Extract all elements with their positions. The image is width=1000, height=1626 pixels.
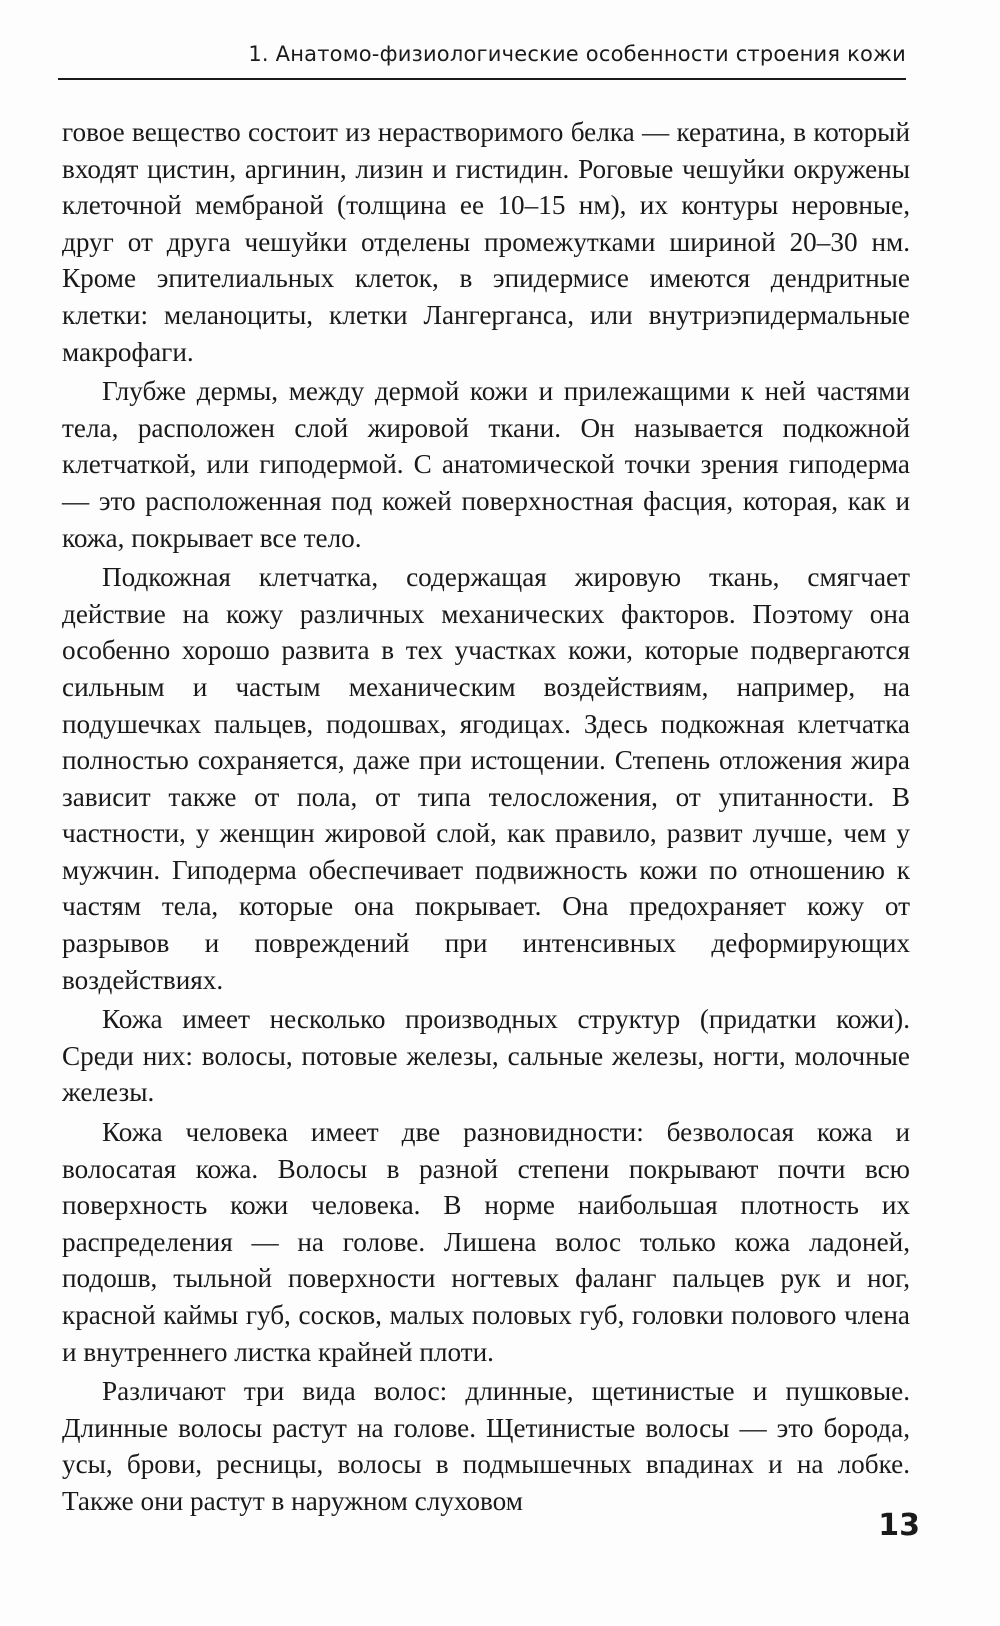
body-text: [62, 114, 910, 1520]
running-header: 1. Анатомо-физиологические особенности строения кожи: [248, 42, 906, 66]
paragraph-skin-appendages: Кожа имеет несколько производных структур (придатки кожи). Среди них: волосы, потовые железы, сальные железы, ногти, молочные железы.: [62, 1004, 910, 1108]
paragraph-skin-types: Кожа человека имеет две разновидности: безволосая кожа и волосатая кожа. Волосы в разной степени покрывают почти всю поверхность кожи человека. В норме наибольшая плотность их распределения — на голове. Лишена волос только кожа ладоней, подошв, тыльной поверхности ногтевых фаланг пальцев рук и ног, красной каймы губ, сосков, малых половых губ, головки полового члена и внутреннего листка крайней плоти.: [62, 1117, 910, 1367]
paragraph-subcutaneous-tissue: Подкожная клетчатка, содержащая жировую ткань, смягчает действие на кожу различных механических факторов. Поэтому она особенно хорошо развита в тех участках кожи, которые подвергаются сильным и частым механическим воздействиям, например, на подушечках пальцев, подошвах, ягодицах. Здесь подкожная клетчатка полностью сохраняется, даже при истощении. Степень отложения жира зависит также от пола, от типа телосложения, от упитанности. В частности, у женщин жировой слой, как правило, развит лучше, чем у мужчин. Гиподерма обеспечивает подвижность кожи по отношению к частям тела, которые она покрывает. Она предохраняет кожу от разрывов и повреждений при интенсивных деформирующих воздействиях.: [62, 562, 910, 995]
paragraph-keratin-continuation: говое вещество состоит из нерастворимого белка — кератина, в который входят цистин, аргинин, лизин и гистидин. Роговые чешуйки окружены клеточной мембраной (толщина ее 10–15 нм), их контуры неровные, друг от друга чешуйки отделены промежутками шириной 20–30 нм. Кроме эпителиальных клеток, в эпидермисе имеются дендритные клетки: меланоциты, клетки Лангерганса, или внутриэпидермальные макрофаги.: [62, 117, 910, 367]
paragraph-hair-types: Различают три вида волос: длинные, щетинистые и пушковые. Длинные волосы растут на голове. Щетинистые волосы — это борода, усы, брови, ресницы, волосы в подмышечных впадинах и на лобке. Также они растут в наружном слуховом: [62, 1376, 910, 1516]
page-number: 13: [878, 1508, 920, 1543]
paragraph-hypodermis: Глубже дермы, между дермой кожи и прилежащими к ней частями тела, расположен слой жировой ткани. Он называется подкожной клетчаткой, или гиподермой. С анатомической точки зрения гиподерма — это расположенная под кожей поверхностная фасция, которая, как и кожа, покрывает все тело.: [62, 376, 910, 553]
header-rule: [58, 78, 906, 80]
